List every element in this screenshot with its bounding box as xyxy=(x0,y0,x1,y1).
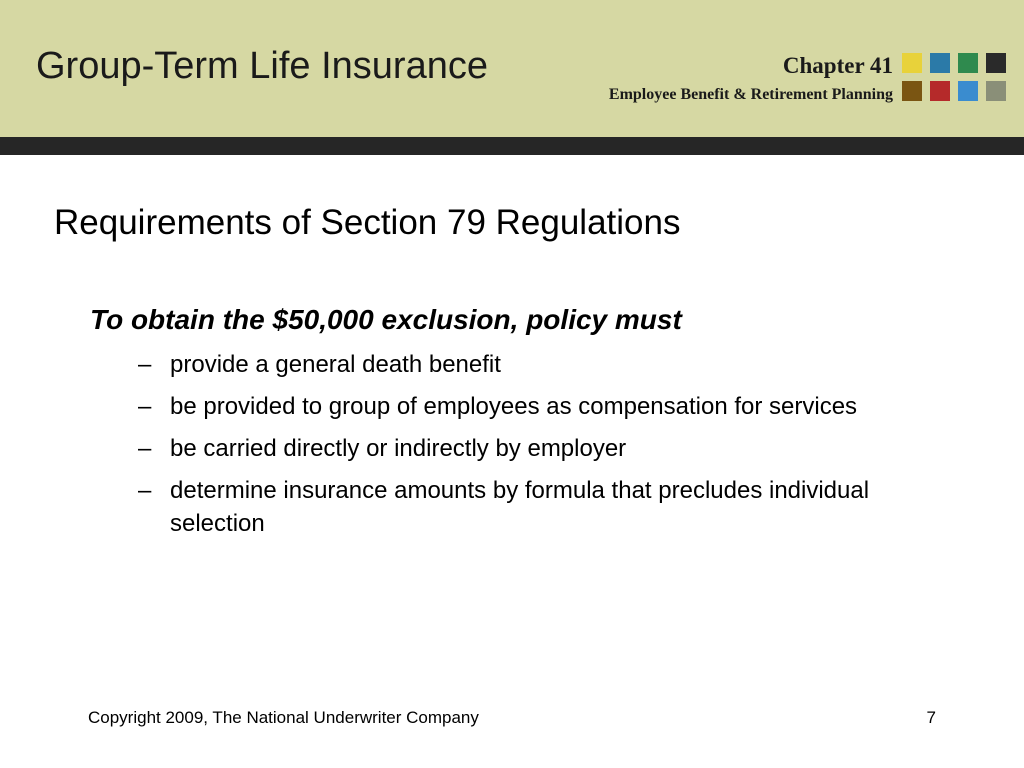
swatch-brown xyxy=(902,81,922,101)
header-band xyxy=(0,0,1024,137)
chapter-subtitle: Employee Benefit & Retirement Planning xyxy=(608,86,893,103)
bullet-dash: – xyxy=(138,351,152,378)
swatch-red xyxy=(930,81,950,101)
swatch-blue xyxy=(930,53,950,73)
bullet-dash: – xyxy=(138,435,152,462)
list-item xyxy=(138,390,898,423)
chapter-label: Chapter 41 xyxy=(782,53,893,78)
swatch-green xyxy=(958,53,978,73)
swatch-gray xyxy=(986,81,1006,101)
swatch-light-blue xyxy=(958,81,978,101)
footer-copyright: Copyright 2009, The National Underwriter Company xyxy=(88,708,479,727)
list-item-text: provide a general death benefit xyxy=(170,351,501,378)
bullet-dash: – xyxy=(138,477,152,504)
list-item-text: be carried directly or indirectly by employer xyxy=(170,435,627,462)
header-title: Group-Term Life Insurance xyxy=(36,45,488,87)
requirements-list xyxy=(138,348,898,549)
slide-heading: Requirements of Section 79 Regulations xyxy=(54,203,681,242)
list-item-text: determine insurance amounts by formula that precludes individual selection xyxy=(170,477,870,537)
list-item xyxy=(138,348,898,381)
list-item xyxy=(138,474,898,540)
lead-statement: To obtain the $50,000 exclusion, policy must xyxy=(90,304,682,335)
swatch-yellow xyxy=(902,53,922,73)
list-item xyxy=(138,432,898,465)
list-item-text: be provided to group of employees as compensation for services xyxy=(170,393,858,420)
page-number: 7 xyxy=(926,708,936,727)
header-divider-bar xyxy=(0,137,1024,155)
bullet-dash: – xyxy=(138,393,152,420)
swatch-black xyxy=(986,53,1006,73)
